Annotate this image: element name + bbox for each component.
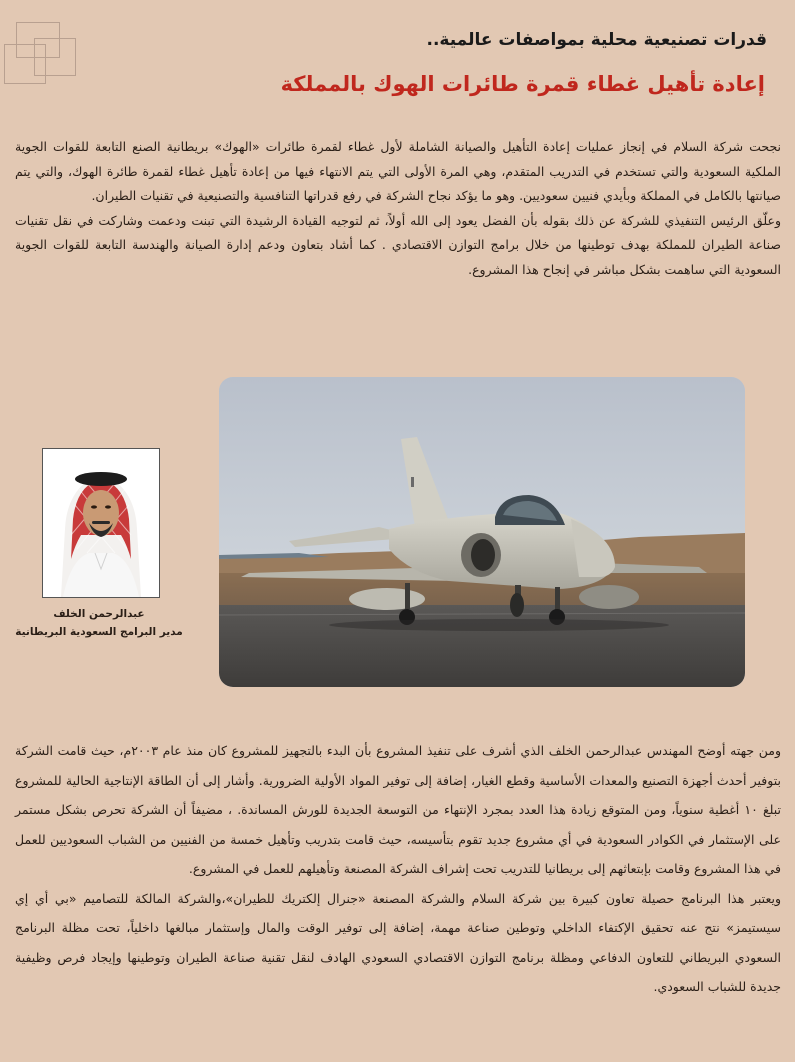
- person-name: عبدالرحمن الخلف: [53, 608, 145, 620]
- intro-paragraph: وعلّق الرئيس التنفيذي للشركة عن ذلك بقوله بأن الفضل يعود إلى الله أولاً، ثم لتوجيه القيادة الرشيدة التي تبنت ودعمت وشاركت في نقل تقنيات صناعة الطيران للمملكة بهدف توطينها من خلال برامج التوازن الاقتصادي . كما أشاد بتعاون ودعم إدارة الصيانة والهندسة التابعة للقوات الجوية السعودية التي ساهمت بشكل مباشر في إنجاح هذا المشروع.: [15, 212, 781, 277]
- article-headline: إعادة تأهيل غطاء قمرة طائرات الهوك بالمملكة: [280, 72, 765, 96]
- hawk-jet-photo: [219, 377, 745, 687]
- portrait-photo: [42, 448, 160, 598]
- body-paragraph: ويعتبر هذا البرنامج حصيلة تعاون كبيرة بين شركة السلام والشركة المصنعة «جنرال إلكتريك للطيران»،والشركة المالكة للتصاميم «بي أي إي سيستيمز» نتج عنه تحقيق الإكتفاء الداخلي وتوطين صناعة مهمة، إضافة إلى توفير الوقت والمال وإستثمار مبالغها داخلياً، تحت مظلة البرنامج السعودي البريطاني للتعاون الدفاعي ومظلة برنامج التوازن الاقتصادي السعودي الهادف لنقل تقنية صناعة الطيران وتوطينها وإيجاد فرص وظيفية جديدة للشباب السعودي.: [15, 890, 781, 994]
- overlapping-squares-icon: [4, 22, 80, 88]
- intro-text: [15, 135, 781, 282]
- person-title: مدير البرامج السعودية البريطانية: [15, 626, 183, 638]
- body-paragraph: ومن جهته أوضح المهندس عبدالرحمن الخلف الذي أشرف على تنفيذ المشروع بأن البدء بالتجهيز للمشروع كان منذ عام ٢٠٠٣م، حيث قامت الشركة بتوفير أحدث أجهزة التصنيع والمعدات الأساسية وقطع الغيار، إضافة إلى توفير المواد الأولية الضرورية. وأشار إلى أن الطاقة الإنتاجية الحالية للمشروع تبلغ ١٠ أغطية سنوياً، ومن المتوقع زيادة هذا العدد بمجرد الإنتهاء من التوسعة الجديدة للورش المساندة. ، مضيفاً أن الشركة تحرص بشكل مستمر على الإستثمار في الكوادر السعودية في أي مشروع جديد تقوم بتأسيسه، حيث قامت بتدريب وتأهيل خمسة من الفنيين من الشباب السعوديين للعمل في هذا المشروع وقامت بإبتعاثهم إلى بريطانيا للتدريب تحت إشراف الشركة المصنعة وتأهيلهم للعمل في المشروع.: [15, 743, 782, 876]
- section-subtitle: قدرات تصنيعية محلية بمواصفات عالمية..: [426, 30, 767, 50]
- body-text: [15, 736, 781, 1002]
- intro-paragraph: نجحت شركة السلام في إنجاز عمليات إعادة التأهيل والصيانة الشاملة لأول غطاء لقمرة طائرات «الهوك» بريطانية الصنع التابعة للقوات الجوية الملكية السعودية والتي تستخدم في التدريب المتقدم، وهي المرة الأولى التي يتم الانتهاء فيها من إعادة تأهيل غطاء لقمرة طائرة الهوك، والتي يتم صيانتها بالكامل في المملكة وبأيدي فنيين سعوديين. وهو ما يؤكد نجاح الشركة في رفع قدراتها التنافسية والتصنيعية في تقنيات الطيران.: [15, 139, 781, 203]
